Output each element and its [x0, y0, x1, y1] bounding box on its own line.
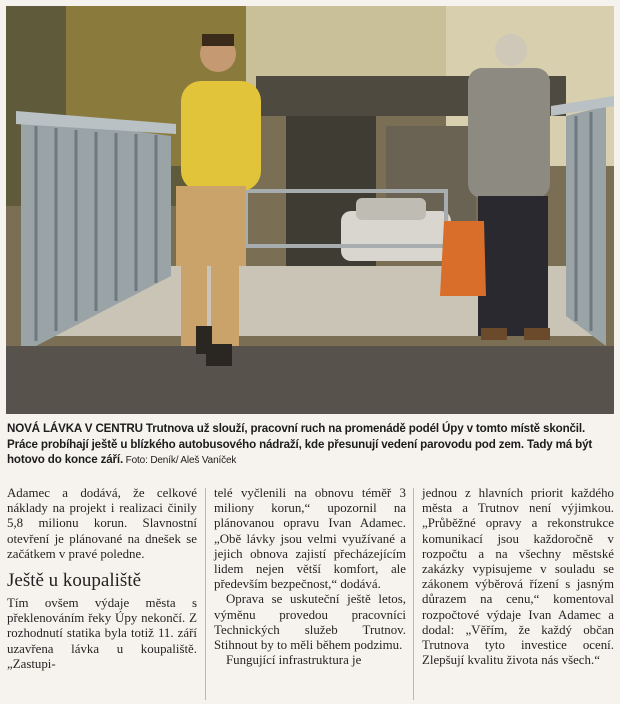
photo-caption — [7, 421, 613, 469]
photo-credit: Foto: Deník/ Aleš Vaníček — [123, 455, 237, 467]
caption-lead: NOVÁ LÁVKA V CENTRU — [7, 422, 143, 435]
column-divider — [205, 488, 206, 700]
column-1-paragraph-2: Tím ovšem výdaje města s překlenováním řeky Úpy nekončí. Z rozhodnutí statika byla totiž 11. září uzavřena lávka u koupaliště. „Zastupi- — [7, 596, 197, 671]
caption-body: Trutnova už slouží, pracovní ruch na promenádě podél Úpy v tomto místě skončil. Práce probíhají ještě u blízkého autobusového nádraží, kde přesunují vedení parovodu pod zem. Tady má být hotovo do konce září. — [7, 422, 593, 467]
column-2-paragraph-1: telé vyčlenili na obnovu téměř 3 miliony korun,“ upozornil na plánovanou opravu Ivan Adamec. „Obě lávky jsou velmi využívané a jejich obnova zajistí přecházejícím lidem nejen větší komfort, ale především bezpečnost,“ dodává. — [214, 486, 406, 592]
column-3-paragraph-1: jednou z hlavních priorit každého města a Trutnov není výjimkou. „Průběžné opravy a rekonstrukce komunikací jsou každoročně v rozpočtu a na všechny městské zakázky vypisujeme v souladu se zákonem výběrová řízení s jasným důrazem na cenu,“ komentoval rozpočtové výdaje Ivan Adamec a dodal: „Věřím, že každý občan Trutnova tyto investice ocení. Zlepšují kvalitu života nás všech.“ — [422, 486, 614, 668]
news-photo — [6, 6, 614, 414]
photo-bridge-icon — [6, 6, 614, 414]
column-2-paragraph-3: Fungující infrastruktura je — [226, 653, 362, 668]
article-column-3 — [422, 486, 614, 668]
article-column-2 — [214, 486, 406, 668]
column-1-paragraph-1: Adamec a dodává, že celkové náklady na projekt i realizaci činily 5,8 milionu korun. Slavnostní otevření je plánované na dnešek se začátkem v pravé poledne. — [7, 486, 197, 561]
column-2-paragraph-2: Oprava se uskuteční ještě letos, výměnu provedou pracovníci Technických služeb Trutnov. Stihnout by to měli během podzimu. — [214, 592, 406, 653]
article-column-1 — [7, 486, 197, 672]
subheading: Ještě u koupaliště — [7, 570, 142, 592]
column-divider — [413, 488, 414, 700]
